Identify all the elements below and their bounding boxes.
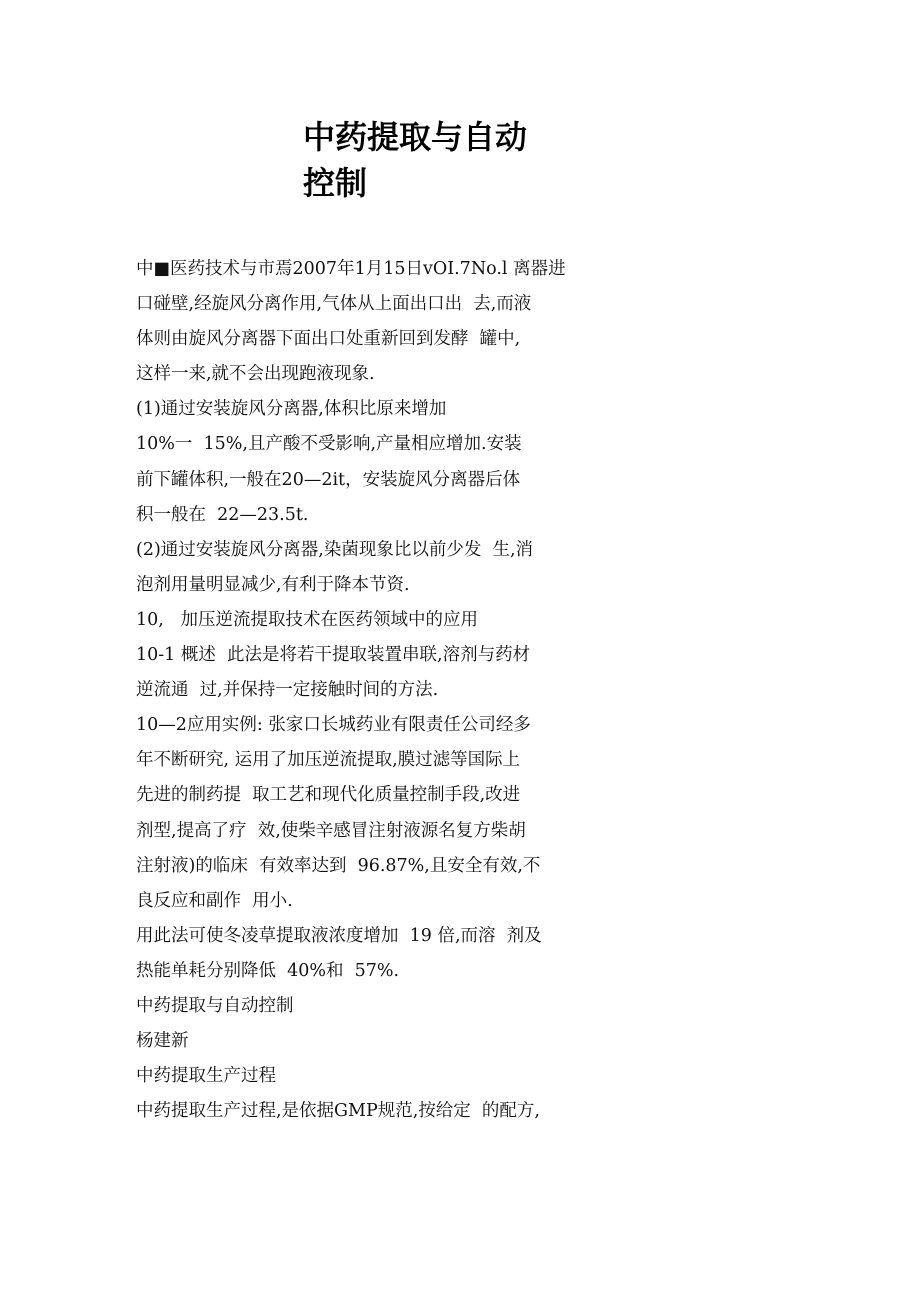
section-heading: 中药提取与自动控制 (136, 995, 294, 1016)
text-line: 口碰壁,经旋风分离作用,气体从上面出口出 去,而液 (136, 294, 532, 315)
text-line: 注射液)的临床 有效率达到 96.87%,且安全有效,不 (136, 855, 541, 876)
title-line-1: 中药提取与自动 (303, 118, 528, 156)
text-line: 良反应和副作 用小. (136, 890, 293, 911)
section-heading: 中药提取生产过程 (136, 1066, 276, 1087)
text-line: 前下罐体积,一般在20—2it，安装旋风分离器后体 (136, 469, 521, 490)
text-line: 中■医药技术与市焉2007年1月15日vOI.7No.l 离器进 (136, 259, 566, 279)
document-body (136, 252, 566, 1129)
text-line: (1)通过安装旋风分离器,体积比原来增加 (136, 399, 447, 420)
text-line: 泡剂用量明显减少,有利于降本节资. (136, 574, 410, 595)
author-name: 杨建新 (136, 1031, 189, 1052)
text-line: 10, 加压逆流提取技术在医药领域中的应用 (136, 609, 479, 630)
text-line: 中药提取生产过程,是依据GMP规范,按给定 的配方, (136, 1101, 540, 1122)
text-line: 10—2应用实例: 张家口长城药业有限责任公司经多 (136, 715, 531, 736)
text-line: 热能单耗分别降低 40%和 57%. (136, 960, 400, 981)
text-line: 10%一 15%,且产酸不受影响,产量相应增加.安装 (136, 434, 522, 455)
text-line: 这样一来,就不会出现跑液现象. (136, 364, 375, 385)
text-line: 剂型,提高了疗 效,使柴辛感冒注射液源名复方柴胡 (136, 820, 526, 841)
text-line: (2)通过安装旋风分离器,染菌现象比以前少发 生,消 (136, 539, 534, 560)
text-line: 积一般在 22—23.5t. (136, 504, 309, 525)
text-line: 先进的制药提 取工艺和现代化质量控制手段,改进 (136, 785, 521, 806)
text-line: 逆流通 过,并保持一定接触时间的方法. (136, 680, 439, 701)
title-line-2: 控制 (303, 164, 368, 202)
document-title (303, 114, 563, 206)
text-line: 年不断研究, 运用了加压逆流提取,膜过滤等国际上 (136, 750, 521, 771)
text-line: 体则由旋风分离器下面出口处重新回到发酵 罐中, (136, 329, 521, 350)
text-line: 用此法可使冬凌草提取液浓度增加 19 倍,而溶 剂及 (136, 925, 542, 946)
text-line: 10-1 概述 此法是将若干提取装置串联,溶剂与药材 (136, 645, 531, 666)
